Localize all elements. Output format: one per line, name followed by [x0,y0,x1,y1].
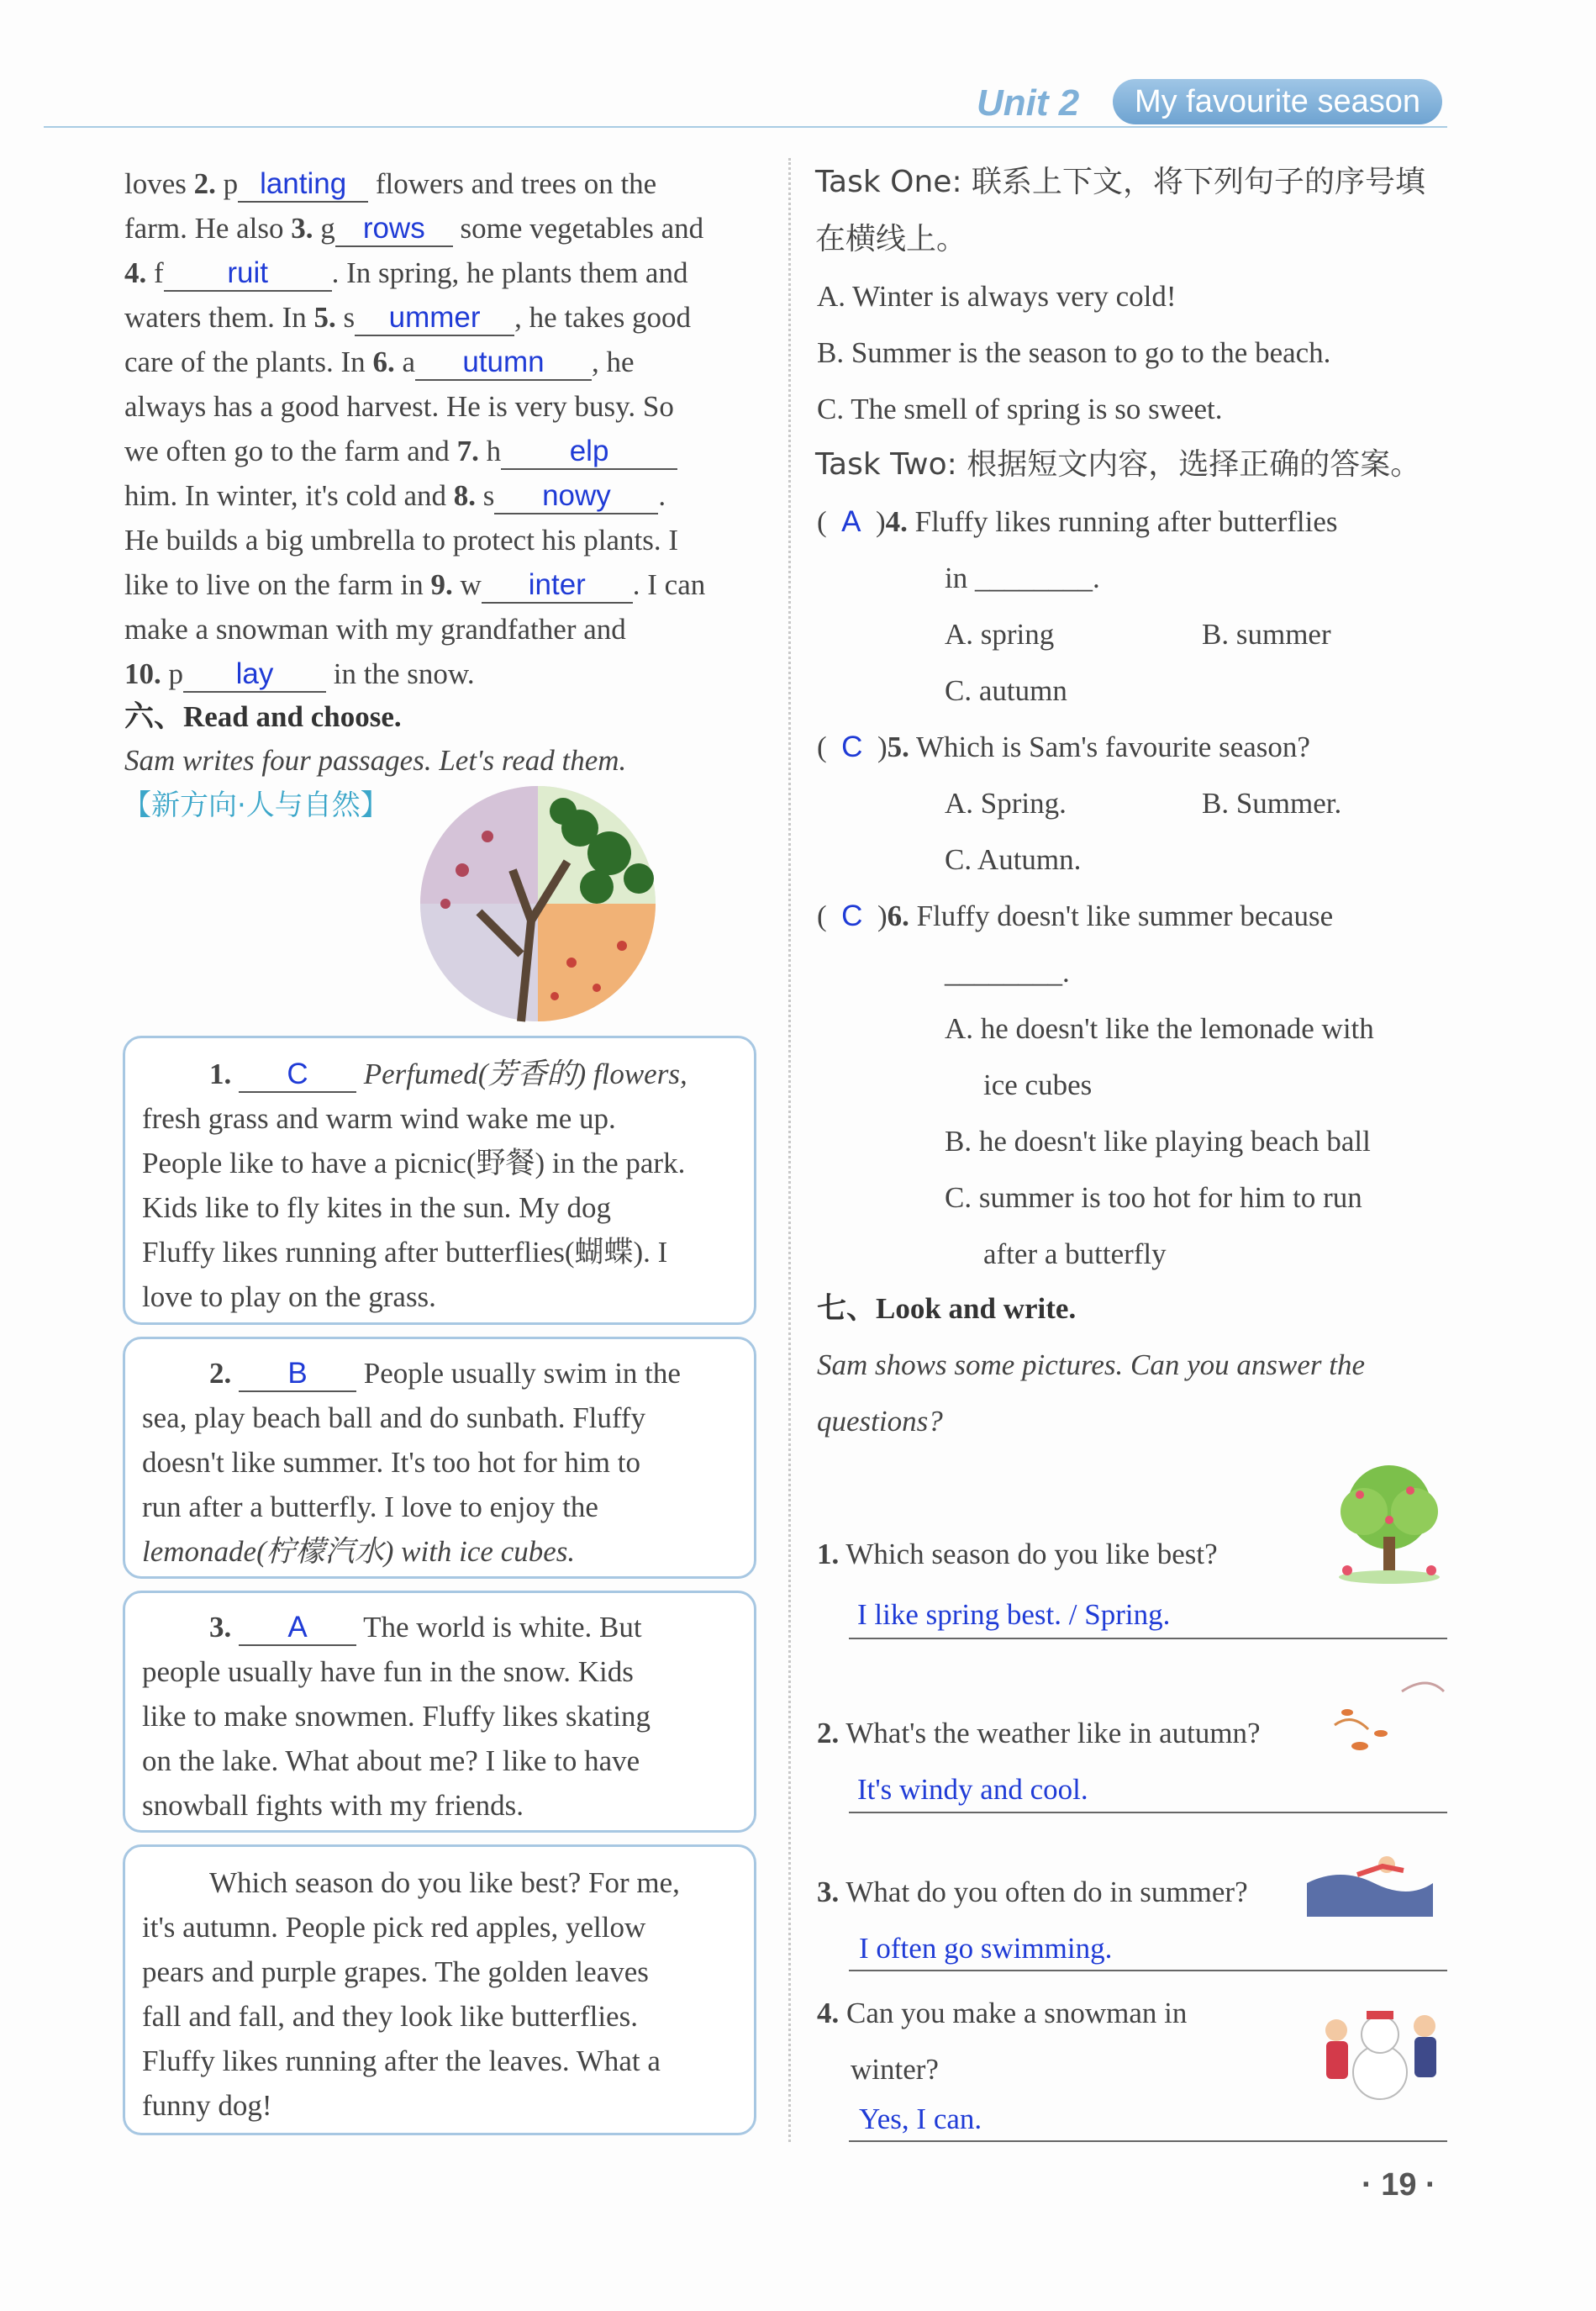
option-c[interactable]: C. summer is too hot for him to run [945,1181,1362,1214]
snowman-picture [1311,1992,1450,2106]
section-7-instruction: Sam shows some pictures. Can you answer the [817,1348,1366,1381]
write-question-1: 1. Which season do you like best? [817,1538,1218,1570]
passage-line: doesn't like summer. It's too hot for him to [142,1446,640,1479]
write-question-4: 4. Can you make a snowman in [817,1997,1188,2029]
passage-line: people usually have fun in the snow. Kids [142,1655,634,1688]
write-answer-3[interactable]: I often go swimming. [859,1932,1113,1965]
option-c-cont: after a butterfly [983,1237,1167,1270]
task-one-title: Task One: 联系上下文，将下列句子的序号填 [815,165,1426,199]
spring-tree-picture [1326,1461,1452,1587]
passage-line: love to play on the grass. [142,1280,436,1313]
section-6-title: 六、Read and choose. [124,700,402,733]
task-two-title: Task Two: 根据短文内容，选择正确的答案。 [815,447,1421,482]
task-one-title-cont: 在横线上。 [815,222,967,256]
passage-line: waters them. In 5. s ummer , he takes good [124,295,691,340]
passage-box-4 [123,1844,756,2135]
passage-line: Fluffy likes running after butterflies(蝴蝶). I [142,1236,668,1269]
passage-line: lemonade(柠檬汽水) with ice cubes. [142,1535,576,1568]
unit-title-pill: My favourite season [1113,79,1442,124]
answer-line [849,2140,1447,2142]
passage-box-1: 1. C Perfumed(芳香的) flowers, fresh grass and warm wind wake me up. People like to have a picnic(野餐) in the park. Kids like to fly kites in the sun. My dog Fluffy likes running after butterflies(蝴蝶). I love to play on the grass. [123,1036,756,1325]
answer-line [849,1638,1447,1639]
write-question-4-cont: winter? [851,2053,939,2086]
passage-line: funny dog! [142,2089,272,2122]
task-one-option-c: C. The smell of spring is so sweet. [817,393,1223,425]
passage-box-3: 3. A The world is white. But people usually have fun in the snow. Kids like to make snowmen. Fluffy likes skating on the lake. What about me? I like to have snowball fights with my friends. [123,1591,756,1833]
passage-line: make a snowman with my grandfather and [124,613,626,646]
fill-blank[interactable]: utumn [415,346,592,381]
topic-tag: 【新方向·人与自然】 [123,789,389,822]
four-seasons-tree-illustration [387,778,698,1030]
passage-line: run after a butterfly. I love to enjoy the [142,1491,598,1523]
write-answer-4[interactable]: Yes, I can. [859,2103,982,2135]
answer-blank[interactable]: B [239,1357,356,1392]
passage-line: loves 2. p lanting flowers and trees on the [124,161,656,206]
question-5: ( C )5. Which is Sam's favourite season? [817,731,1310,763]
passage-line: pears and purple grapes. The golden leaves [142,1955,649,1988]
passage-line: like to make snowmen. Fluffy likes skating [142,1700,651,1733]
task-one-option-b: B. Summer is the season to go to the beach. [817,336,1331,369]
passage-line: care of the plants. In 6. a utumn , he [124,340,635,384]
fill-blank[interactable]: nowy [494,479,658,514]
choice-answer[interactable]: C [841,900,863,932]
option-a[interactable]: A. Spring. [945,787,1067,820]
answer-blank[interactable]: A [239,1611,356,1646]
passage-line: on the lake. What about me? I like to have [142,1744,640,1777]
page-number: · 19 · [1362,2167,1436,2203]
write-question-2: 2. What's the weather like in autumn? [817,1717,1261,1749]
fill-blank[interactable]: lay [183,657,326,693]
fill-blank[interactable]: rows [335,212,453,247]
passage-line: like to live on the farm in 9. w inter . I can [124,562,705,607]
option-c[interactable]: C. autumn [945,674,1067,707]
passage-line: it's autumn. People pick red apples, yellow [142,1911,646,1944]
passage-line: fall and fall, and they look like butterflies. [142,2000,638,2033]
question-6: ( C )6. Fluffy doesn't like summer because [817,900,1334,932]
write-answer-1[interactable]: I like spring best. / Spring. [857,1598,1171,1631]
fill-blank[interactable]: ruit [164,256,332,292]
header-rule [44,126,1447,128]
question-4: ( A )4. Fluffy likes running after butterflies [817,505,1338,538]
autumn-wind-picture [1326,1675,1452,1767]
answer-line [849,1812,1447,1813]
column-divider [788,158,791,2142]
passage-line: Which season do you like best? For me, [209,1866,680,1899]
passage-line: sea, play beach ball and do sunbath. Fluffy [142,1401,646,1434]
fill-blank[interactable]: elp [501,435,677,470]
option-a[interactable]: A. spring [945,618,1055,651]
answer-line [849,1970,1447,1971]
passage-line: He builds a big umbrella to protect his plants. I [124,524,679,557]
question-6-cont: ________. [945,956,1070,989]
answer-blank[interactable]: C [239,1058,356,1093]
task-one-option-a: A. Winter is always very cold! [817,280,1177,313]
passage-line: we often go to the farm and 7. h elp [124,429,677,473]
fill-blank[interactable]: ummer [355,301,514,336]
choice-answer[interactable]: A [841,505,861,538]
passage-line: 10. p lay in the snow. [124,652,475,696]
swimming-picture [1307,1841,1433,1917]
passage-line: always has a good harvest. He is very busy. So [124,390,674,423]
option-b[interactable]: B. summer [1202,618,1331,651]
passage-line: Fluffy likes running after the leaves. What a [142,2045,661,2077]
unit-label: Unit 2 [977,82,1080,124]
write-answer-2[interactable]: It's windy and cool. [857,1773,1088,1806]
write-question-3: 3. What do you often do in summer? [817,1876,1248,1908]
passage-line: farm. He also 3. g rows some vegetables and [124,206,703,251]
fill-blank[interactable]: inter [482,568,633,604]
passage-line: him. In winter, it's cold and 8. s nowy . [124,473,666,518]
passage-line: People like to have a picnic(野餐) in the park. [142,1147,686,1179]
passage-line: Kids like to fly kites in the sun. My dog [142,1191,612,1224]
question-4-cont: in ________. [945,562,1100,594]
option-b[interactable]: B. Summer. [1202,787,1342,820]
option-a-cont: ice cubes [983,1068,1093,1101]
section-7-title: 七、Look and write. [817,1292,1077,1325]
section-7-instruction-cont: questions? [817,1405,943,1438]
option-a[interactable]: A. he doesn't like the lemonade with [945,1012,1374,1045]
passage-line: snowball fights with my friends. [142,1789,524,1822]
passage-line: fresh grass and warm wind wake me up. [142,1102,616,1135]
passage-line: 4. f ruit . In spring, he plants them and [124,251,687,295]
fill-blank[interactable]: lanting [238,167,368,203]
section-6-instruction: Sam writes four passages. Let's read them. [124,744,627,777]
option-b[interactable]: B. he doesn't like playing beach ball [945,1125,1371,1158]
option-c[interactable]: C. Autumn. [945,843,1082,876]
passage-box-2: 2. B People usually swim in the sea, play beach ball and do sunbath. Fluffy doesn't like summer. It's too hot for him to run after a butterfly. I love to enjoy the lemonade(柠檬汽水) with ice cubes. [123,1337,756,1579]
choice-answer[interactable]: C [841,731,863,763]
